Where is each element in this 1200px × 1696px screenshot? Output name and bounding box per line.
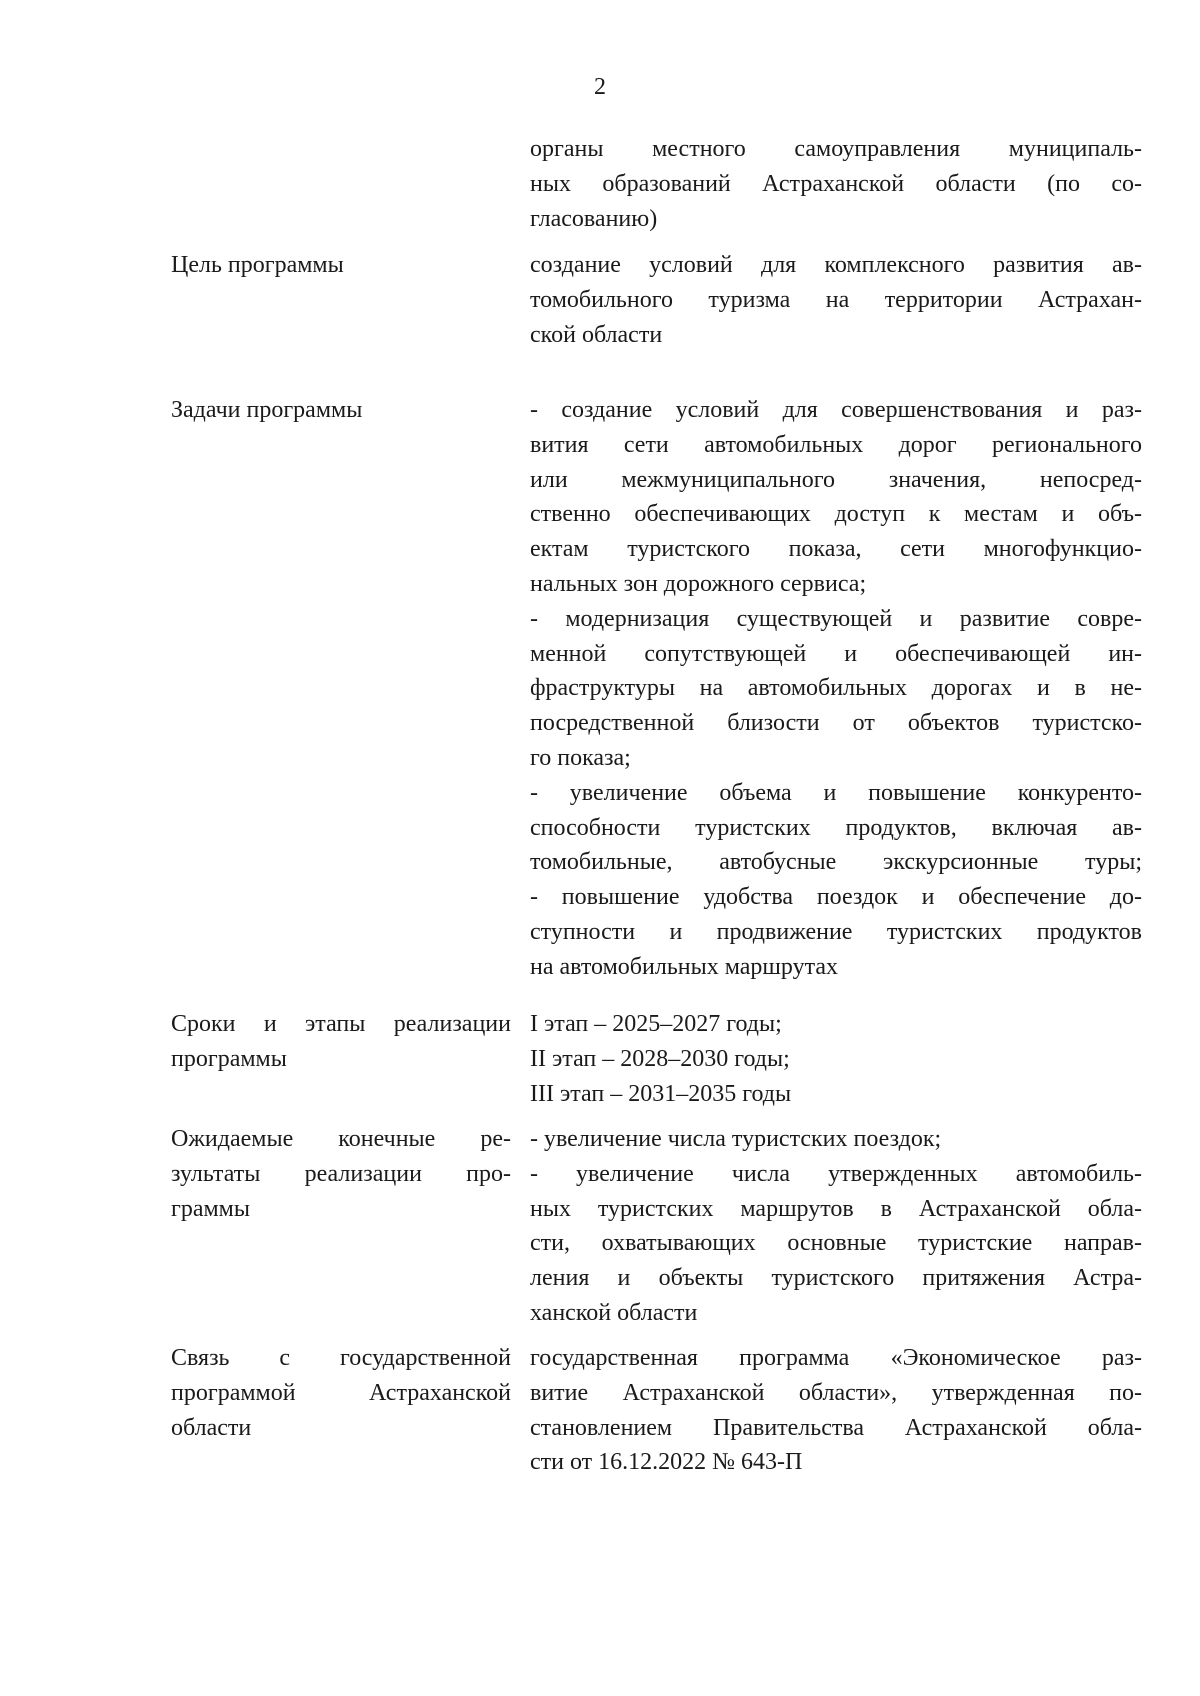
row-value — [530, 1122, 1142, 1331]
value-line: I этап – 2025–2027 годы; — [530, 1011, 782, 1037]
row-label — [171, 393, 511, 428]
label-line: зультаты реализации про- — [171, 1160, 511, 1187]
value-line: ственно обеспечивающих доступ к местам и объ- — [530, 501, 1142, 528]
value-line: на автомобильных маршрутах — [530, 953, 839, 980]
value-line: ступности и продвижение туристских продуктов — [530, 918, 1142, 945]
value-line: томобильные, автобусные экскурсионные туры; — [530, 849, 1142, 876]
row-value — [530, 248, 1142, 352]
value-line: витие Астраханской области», утвержденная по- — [530, 1379, 1142, 1406]
value-line: ханской области — [530, 1299, 698, 1326]
value-line: органы местного самоуправления муниципаль- — [530, 136, 1142, 162]
row-value — [530, 1341, 1142, 1480]
value-line: томобильного туризма на территории Астрахан- — [530, 286, 1142, 313]
value-line: - увеличение объема и повышение конкуренто- — [530, 779, 1142, 806]
value-line: государственная программа «Экономическое раз- — [530, 1345, 1142, 1371]
row-value — [530, 393, 1142, 985]
value-line: гласованию) — [530, 205, 658, 232]
value-line: II этап – 2028–2030 годы; — [530, 1045, 790, 1072]
value-line: го показа; — [530, 744, 631, 771]
value-line: посредственной близости от объектов туристско- — [530, 710, 1142, 737]
page-number: 2 — [594, 74, 606, 100]
value-line: способности туристских продуктов, включая ав- — [530, 814, 1142, 841]
value-line: - повышение удобства поездок и обеспечение до- — [530, 884, 1142, 911]
label-line: Цель программы — [171, 252, 344, 278]
value-line: фраструктуры на автомобильных дорогах и в не- — [530, 675, 1142, 702]
row-value — [530, 132, 1142, 236]
value-line: - создание условий для совершенствования и раз- — [530, 397, 1142, 423]
row-label — [171, 1122, 511, 1226]
label-line: Ожидаемые конечные ре- — [171, 1126, 511, 1152]
row-label — [171, 248, 511, 283]
value-line: ных образований Астраханской области (по со- — [530, 170, 1142, 197]
value-line: - увеличение числа туристских поездок; — [530, 1126, 942, 1152]
label-line: Сроки и этапы реализации — [171, 1011, 511, 1037]
label-line: Задачи программы — [171, 397, 363, 423]
label-line: программой Астраханской — [171, 1379, 511, 1406]
value-line: или межмуниципального значения, непосред- — [530, 466, 1142, 493]
value-line: ектам туристского показа, сети многофункцио- — [530, 536, 1142, 563]
label-line: программы — [171, 1045, 287, 1072]
row-label — [171, 1341, 511, 1445]
value-line: становлением Правительства Астраханской обла- — [530, 1414, 1142, 1441]
row-label — [171, 1007, 511, 1077]
value-line: сти от 16.12.2022 № 643-П — [530, 1449, 803, 1476]
value-line: - модернизация существующей и развитие совре- — [530, 605, 1142, 632]
value-line: нальных зон дорожного сервиса; — [530, 570, 867, 597]
row-value — [530, 1007, 1142, 1111]
value-line: ных туристских маршрутов в Астраханской обла- — [530, 1195, 1142, 1222]
value-line: III этап – 2031–2035 годы — [530, 1080, 792, 1107]
label-line: Связь с государственной — [171, 1345, 511, 1371]
value-line: вития сети автомобильных дорог регионального — [530, 431, 1142, 458]
value-line: сти, охватывающих основные туристские направ- — [530, 1230, 1142, 1257]
value-line: - увеличение числа утвержденных автомобиль- — [530, 1160, 1142, 1187]
value-line: ской области — [530, 321, 663, 348]
value-line: создание условий для комплексного развития ав- — [530, 252, 1142, 278]
label-line: граммы — [171, 1195, 250, 1222]
value-line: менной сопутствующей и обеспечивающей ин- — [530, 640, 1142, 667]
label-line: области — [171, 1414, 252, 1441]
value-line: ления и объекты туристского притяжения Астра- — [530, 1265, 1142, 1292]
